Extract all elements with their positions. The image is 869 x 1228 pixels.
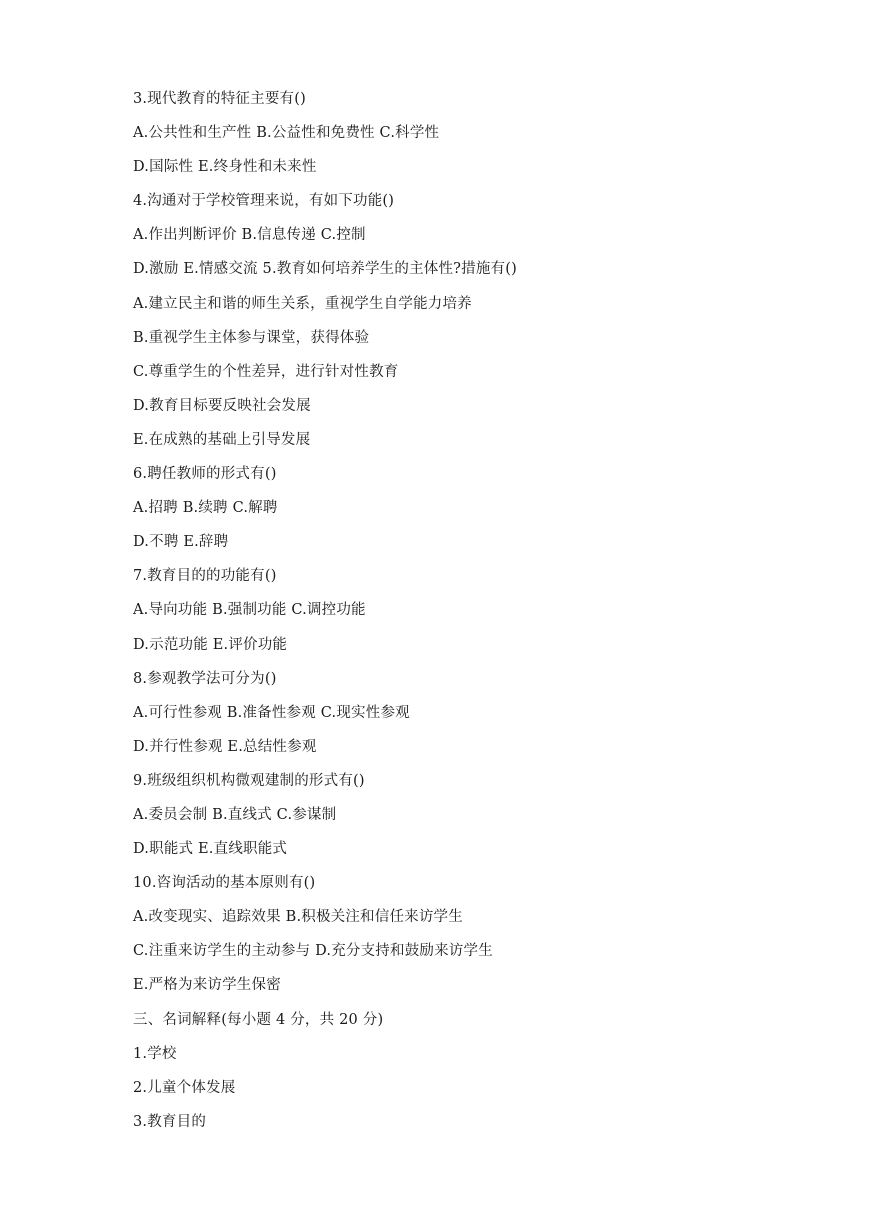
question-10-stem: 10.咨询活动的基本原则有()	[133, 875, 316, 892]
question-5-option-a: A.建立民主和谐的师生关系，重视学生自学能力培养	[133, 295, 472, 312]
question-6-options-de: D.不聘 E.辞聘	[133, 534, 229, 551]
question-8-options-de: D.并行性参观 E.总结性参观	[133, 738, 317, 755]
question-8-options-abc: A.可行性参观 B.准备性参观 C.现实性参观	[133, 704, 410, 721]
question-8-stem: 8.参观教学法可分为()	[133, 670, 277, 687]
question-10-option-e: E.严格为来访学生保密	[133, 977, 281, 994]
term-item-2: 2.儿童个体发展	[133, 1079, 236, 1096]
question-7-options-abc: A.导向功能 B.强制功能 C.调控功能	[133, 602, 366, 619]
term-item-3: 3.教育目的	[133, 1113, 207, 1130]
question-5-option-e: E.在成熟的基础上引导发展	[133, 431, 311, 448]
question-3-options-de: D.国际性 E.终身性和未来性	[133, 159, 317, 176]
question-7-stem: 7.教育目的的功能有()	[133, 568, 277, 585]
term-item-1: 1.学校	[133, 1045, 177, 1062]
section-heading-term-definitions: 三、名词解释(每小题 4 分，共 20 分)	[133, 1011, 384, 1028]
question-4-stem: 4.沟通对于学校管理来说，有如下功能()	[133, 193, 395, 210]
question-3-options-abc: A.公共性和生产性 B.公益性和免费性 C.科学性	[133, 125, 440, 142]
question-5-option-b: B.重视学生主体参与课堂，获得体验	[133, 329, 370, 346]
question-4-options-de-question-5-stem: D.激励 E.情感交流 5.教育如何培养学生的主体性?措施有()	[133, 261, 517, 278]
question-3-stem: 3.现代教育的特征主要有()	[133, 91, 306, 107]
question-6-stem: 6.聘任教师的形式有()	[133, 466, 277, 483]
question-9-options-abc: A.委员会制 B.直线式 C.参谋制	[133, 806, 337, 823]
question-6-options-abc: A.招聘 B.续聘 C.解聘	[133, 500, 278, 517]
question-5-option-c: C.尊重学生的个性差异，进行针对性教育	[133, 363, 399, 380]
question-9-stem: 9.班级组织机构微观建制的形式有()	[133, 772, 365, 789]
question-10-options-cd: C.注重来访学生的主动参与 D.充分支持和鼓励来访学生	[133, 943, 493, 960]
question-10-options-ab: A.改变现实、追踪效果 B.积极关注和信任来访学生	[133, 909, 463, 926]
question-9-options-de: D.职能式 E.直线职能式	[133, 841, 288, 858]
document-body	[133, 88, 833, 1145]
question-5-option-d: D.教育目标要反映社会发展	[133, 397, 311, 414]
question-4-options-abc: A.作出判断评价 B.信息传递 C.控制	[133, 227, 366, 244]
question-7-options-de: D.示范功能 E.评价功能	[133, 636, 288, 653]
